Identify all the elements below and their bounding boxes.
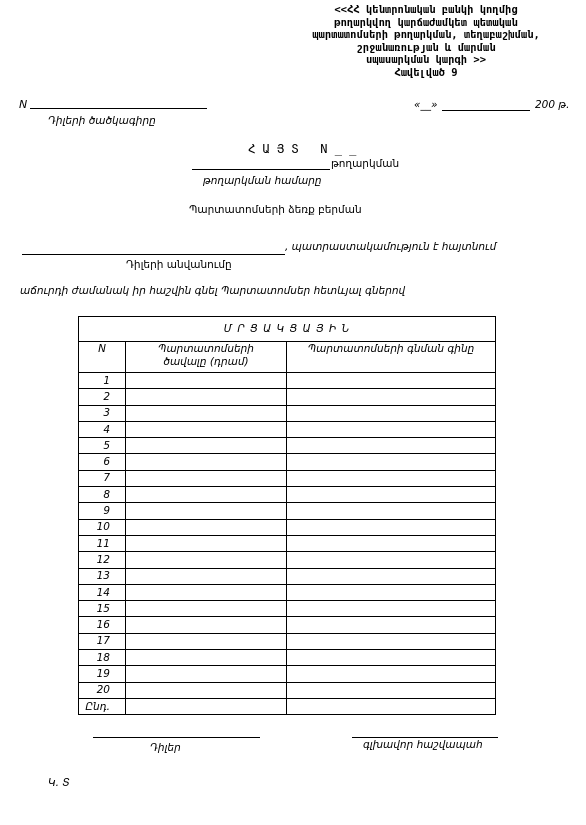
- price-cell[interactable]: [287, 666, 496, 682]
- instruction-text: աճուրդի ժամանակ իր հաշվին գնել Պարտատոմսեր հետևյալ գներով: [20, 285, 406, 297]
- dealer-signature-line[interactable]: [93, 737, 260, 738]
- price-cell[interactable]: [287, 633, 496, 649]
- seal-label: Կ. Տ: [48, 777, 70, 789]
- amount-cell[interactable]: [126, 568, 287, 584]
- header-line-6: Հավելված 9: [394, 66, 458, 79]
- price-cell[interactable]: [287, 438, 496, 454]
- issue-number-field[interactable]: [192, 169, 330, 170]
- amount-cell[interactable]: [126, 487, 287, 503]
- table-row: [79, 373, 496, 389]
- dealer-signature-label: Դիլեր: [150, 742, 181, 754]
- table-row: [79, 552, 496, 568]
- price-cell[interactable]: [287, 552, 496, 568]
- table-caption: Մ Ր Ց Ա Կ Ց Ա Յ Ի Ն: [79, 317, 496, 342]
- table-row: [79, 601, 496, 617]
- table-row: [79, 487, 496, 503]
- row-number: 11: [79, 535, 126, 551]
- row-number: 18: [79, 650, 126, 666]
- dealer-code-label: Դիլերի ծածկագիրը: [48, 115, 156, 127]
- price-cell[interactable]: [287, 470, 496, 486]
- table-row: [79, 454, 496, 470]
- amount-cell[interactable]: [126, 454, 287, 470]
- row-number: 15: [79, 601, 126, 617]
- row-number: 3: [79, 405, 126, 421]
- row-number: 1: [79, 373, 126, 389]
- table-body: [79, 373, 496, 715]
- amount-cell[interactable]: [126, 601, 287, 617]
- table-row: [79, 503, 496, 519]
- amount-cell[interactable]: [126, 405, 287, 421]
- row-number: 9: [79, 503, 126, 519]
- price-cell[interactable]: [287, 698, 496, 714]
- issue-number-label: թողարկման համարը: [203, 175, 322, 187]
- col-header-amount-line2: ծավալը (դրամ): [163, 356, 249, 368]
- table-row: [79, 568, 496, 584]
- bid-table: [78, 316, 496, 715]
- table-row: [79, 633, 496, 649]
- price-cell[interactable]: [287, 405, 496, 421]
- price-cell[interactable]: [287, 568, 496, 584]
- row-number: 6: [79, 454, 126, 470]
- amount-cell[interactable]: [126, 682, 287, 698]
- row-number: 2: [79, 389, 126, 405]
- table-row: [79, 405, 496, 421]
- amount-cell[interactable]: [126, 519, 287, 535]
- amount-cell[interactable]: [126, 373, 287, 389]
- amount-cell[interactable]: [126, 421, 287, 437]
- row-number: 14: [79, 584, 126, 600]
- header-line-3: պարտատոմսերի թողարկման, տեղաբաշխման,: [312, 29, 540, 42]
- amount-cell[interactable]: [126, 470, 287, 486]
- table-row: [79, 421, 496, 437]
- row-number: 20: [79, 682, 126, 698]
- price-cell[interactable]: [287, 373, 496, 389]
- amount-cell[interactable]: [126, 633, 287, 649]
- header-line-5: սպասարկման կարգի >>: [365, 54, 487, 67]
- amount-cell[interactable]: [126, 438, 287, 454]
- price-cell[interactable]: [287, 389, 496, 405]
- price-cell[interactable]: [287, 454, 496, 470]
- table-row: [79, 584, 496, 600]
- document-subject: Պարտատոմսերի ձեռք բերման: [189, 204, 362, 216]
- amount-cell[interactable]: [126, 698, 287, 714]
- row-number: 13: [79, 568, 126, 584]
- header-line-2: թողարկվող կարճաժամկետ պետական: [334, 16, 518, 29]
- table-row: [79, 389, 496, 405]
- dealer-name-label: Դիլերի անվանումը: [126, 259, 232, 271]
- appendix-header: [270, 4, 582, 80]
- price-cell[interactable]: [287, 617, 496, 633]
- col-header-number: N: [79, 342, 126, 373]
- row-number: 19: [79, 666, 126, 682]
- dealer-code-field[interactable]: [30, 108, 207, 109]
- table-row: [79, 682, 496, 698]
- row-number: 5: [79, 438, 126, 454]
- row-number: 16: [79, 617, 126, 633]
- row-number: 17: [79, 633, 126, 649]
- table-row: [79, 535, 496, 551]
- accountant-signature-label: գլխավոր հաշվապահ: [363, 739, 483, 751]
- amount-cell[interactable]: [126, 650, 287, 666]
- row-number: 4: [79, 421, 126, 437]
- price-cell[interactable]: [287, 487, 496, 503]
- header-line-1: <<ՀՀ կենտրոնական բանկի կողմից: [334, 4, 518, 16]
- amount-cell[interactable]: [126, 666, 287, 682]
- row-number: 12: [79, 552, 126, 568]
- dealer-name-field[interactable]: [22, 254, 285, 255]
- price-cell[interactable]: [287, 535, 496, 551]
- amount-cell[interactable]: [126, 389, 287, 405]
- table-row: [79, 666, 496, 682]
- amount-cell[interactable]: [126, 535, 287, 551]
- table-row: [79, 438, 496, 454]
- amount-cell[interactable]: [126, 552, 287, 568]
- date-year: 200 թ.: [535, 99, 570, 111]
- document-heading: Հ Ա Յ Տ N _ _: [248, 142, 357, 156]
- row-number: 8: [79, 487, 126, 503]
- col-header-amount-line1: Պարտատոմսերի: [158, 343, 254, 355]
- number-prefix: N: [19, 98, 28, 111]
- price-cell[interactable]: [287, 601, 496, 617]
- amount-cell[interactable]: [126, 584, 287, 600]
- dealer-statement: , պատրաստակամություն է հայտնում: [285, 241, 497, 253]
- col-header-amount: [126, 342, 287, 373]
- table-row: [79, 698, 496, 714]
- price-cell[interactable]: [287, 519, 496, 535]
- row-number: 7: [79, 470, 126, 486]
- table-row: [79, 650, 496, 666]
- row-number: Ընդ.: [79, 698, 126, 714]
- price-cell[interactable]: [287, 584, 496, 600]
- price-cell[interactable]: [287, 682, 496, 698]
- header-line-4: շրջանառության և մարման: [356, 41, 496, 54]
- table-row: [79, 470, 496, 486]
- table-row: [79, 617, 496, 633]
- row-number: 10: [79, 519, 126, 535]
- date-field[interactable]: [442, 110, 530, 111]
- price-cell[interactable]: [287, 650, 496, 666]
- amount-cell[interactable]: [126, 503, 287, 519]
- accountant-signature-line[interactable]: [352, 737, 498, 738]
- date-day: «__»: [414, 99, 438, 111]
- amount-cell[interactable]: [126, 617, 287, 633]
- col-header-price: Պարտատոմսերի գնման գինը: [287, 342, 496, 373]
- price-cell[interactable]: [287, 503, 496, 519]
- price-cell[interactable]: [287, 421, 496, 437]
- issue-suffix: թողարկման: [331, 158, 400, 170]
- table-row: [79, 519, 496, 535]
